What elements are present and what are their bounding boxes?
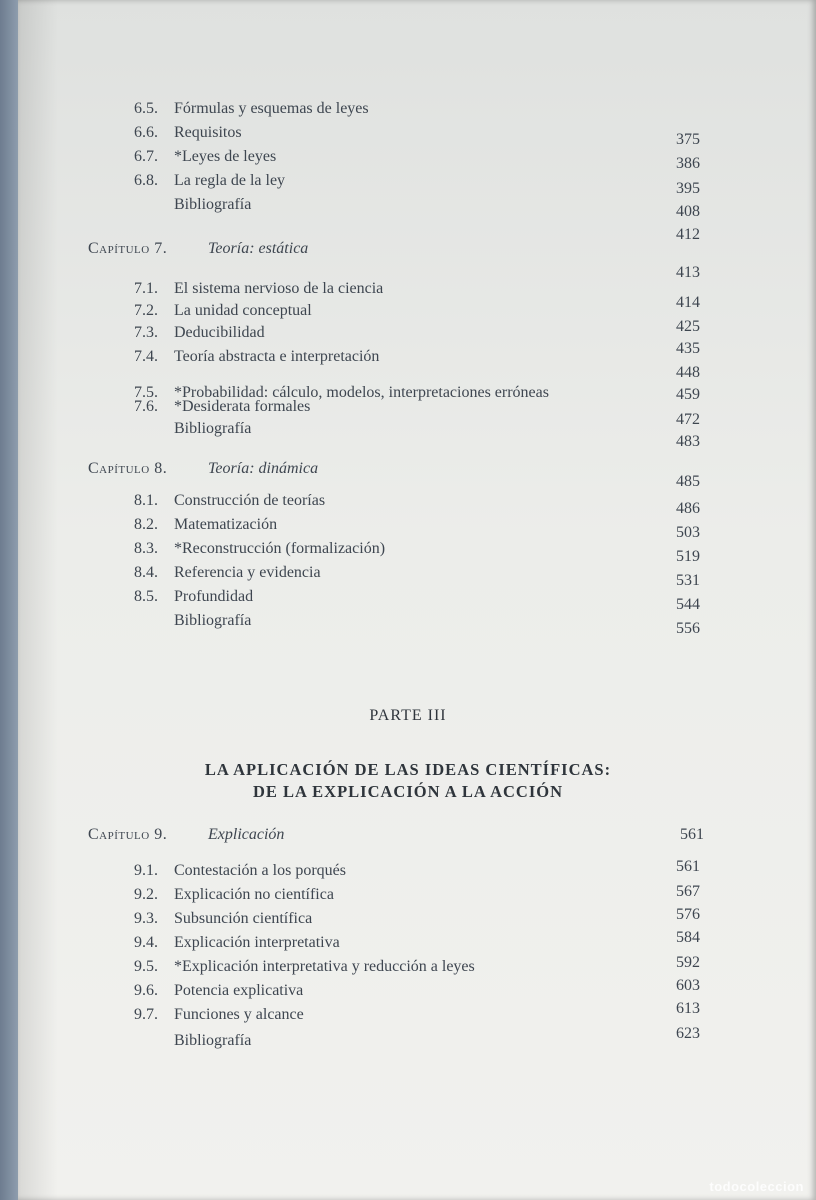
entry-title: *Explicación interpretativa y reducción a leyes: [174, 958, 475, 975]
entry-page: 603: [676, 977, 700, 994]
part-title-line-2: DE LA EXPLICACIÓN A LA ACCIÓN: [252, 782, 563, 801]
entry-number: 9.7.: [134, 1006, 158, 1023]
chapter-title: Teoría: dinámica: [208, 460, 319, 477]
entry-page: 584: [676, 929, 700, 946]
chapter-title: Teoría: estática: [208, 240, 309, 257]
entry-page: 414: [676, 294, 700, 311]
entry-page: 613: [676, 1000, 700, 1017]
entry-number: 7.3.: [134, 324, 158, 341]
entry-title: Bibliografía: [174, 1032, 252, 1049]
chapter-page: 413: [676, 264, 700, 281]
entry-number: 8.1.: [134, 492, 158, 509]
toc-page-number-row: [0, 929, 816, 951]
entry-title: Referencia y evidencia: [174, 564, 321, 581]
chapter-title: Explicación: [208, 826, 285, 843]
entry-number: 9.6.: [134, 982, 158, 999]
entry-page: 519: [676, 548, 700, 565]
entry-page: 556: [676, 620, 700, 637]
watermark: todocoleccion: [709, 1179, 804, 1194]
entry-page: 503: [676, 524, 700, 541]
toc-page-number-row: [0, 954, 816, 976]
entry-number: 6.7.: [134, 148, 158, 165]
entry-number: 9.2.: [134, 886, 158, 903]
entry-page: 459: [676, 386, 700, 403]
entry-title: Requisitos: [174, 124, 242, 141]
entry-title: Subsunción científica: [174, 910, 313, 927]
entry-number: 6.6.: [134, 124, 158, 141]
entry-number: 9.3.: [134, 910, 158, 927]
entry-page: 623: [676, 1025, 700, 1042]
toc-page-number-row: [0, 883, 816, 905]
chapter-heading: [0, 240, 816, 262]
entry-number: 7.2.: [134, 302, 158, 319]
entry-page: 448: [676, 364, 700, 381]
entry-title: La regla de la ley: [174, 172, 286, 189]
entry-number: 8.4.: [134, 564, 158, 581]
chapter-label: Capítulo 8.: [88, 460, 168, 477]
entry-page: 592: [676, 954, 700, 971]
entry-title: La unidad conceptual: [174, 302, 312, 319]
toc-page-number-row: [0, 906, 816, 928]
entry-title: Explicación interpretativa: [174, 934, 340, 951]
entry-title: Contestación a los porqués: [174, 862, 346, 879]
entry-page: 386: [676, 155, 700, 172]
entry-number: 6.5.: [134, 100, 158, 117]
chapter-page: 485: [676, 473, 700, 490]
entry-title: *Leyes de leyes: [174, 148, 277, 165]
entry-title: Matematización: [174, 516, 278, 533]
entry-number: 7.5.: [134, 384, 158, 401]
entry-number: 8.2.: [134, 516, 158, 533]
entry-number: 7.1.: [134, 280, 158, 297]
part-label: PARTE III: [369, 707, 447, 724]
entry-title: Teoría abstracta e interpretación: [174, 348, 380, 365]
part-title-line-1: LA APLICACIÓN DE LAS IDEAS CIENTÍFICAS:: [204, 760, 612, 779]
entry-page: 425: [676, 318, 700, 335]
entry-title: Construcción de teorías: [174, 492, 326, 509]
toc-entry: [0, 172, 816, 194]
entry-page: 486: [676, 500, 700, 517]
toc-page-number-row: [0, 858, 816, 880]
entry-page: 472: [676, 411, 700, 428]
entry-number: 7.4.: [134, 348, 158, 365]
entry-number: 8.5.: [134, 588, 158, 605]
chapter-page: 561: [680, 826, 704, 843]
toc-entry: [0, 196, 816, 218]
chapter-label: Capítulo 7.: [88, 240, 168, 257]
entry-page: 408: [676, 203, 700, 220]
toc-page-number-row: [0, 620, 816, 642]
toc-page-number-row: [0, 364, 816, 386]
toc-page-number-row: [0, 433, 816, 455]
entry-page: 412: [676, 226, 700, 243]
entry-page: 531: [676, 572, 700, 589]
entry-number: 8.3.: [134, 540, 158, 557]
entry-title: Bibliografía: [174, 420, 252, 437]
entry-number: 9.5.: [134, 958, 158, 975]
toc-page-number-row: [0, 977, 816, 999]
entry-title: *Probabilidad: cálculo, modelos, interpretaciones erróneas: [174, 384, 549, 401]
entry-page: 375: [676, 131, 700, 148]
entry-title: Fórmulas y esquemas de leyes: [174, 100, 369, 117]
entry-page: 567: [676, 883, 700, 900]
chapter-page-row: [0, 826, 816, 848]
entry-title: *Reconstrucción (formalización): [174, 540, 386, 557]
entry-title: Deducibilidad: [174, 324, 265, 341]
chapter-label: Capítulo 9.: [88, 826, 168, 843]
toc-entry: [0, 124, 816, 146]
entry-title: Profundidad: [174, 588, 254, 605]
entry-page: 395: [676, 180, 700, 197]
entry-page: 576: [676, 906, 700, 923]
entry-number: 9.1.: [134, 862, 158, 879]
toc-page-number-row: [0, 1025, 816, 1047]
entry-title: Bibliografía: [174, 612, 252, 629]
toc-page-number-row: [0, 1000, 816, 1022]
entry-number: 9.4.: [134, 934, 158, 951]
toc-entry: [0, 100, 816, 122]
entry-title: El sistema nervioso de la ciencia: [174, 280, 384, 297]
entry-page: 561: [676, 858, 700, 875]
toc-entry: [0, 148, 816, 170]
entry-number: 7.6.: [134, 398, 158, 415]
entry-title: Funciones y alcance: [174, 1006, 304, 1023]
entry-page: 435: [676, 340, 700, 357]
entry-page: 544: [676, 596, 700, 613]
entry-title: Potencia explicativa: [174, 982, 304, 999]
entry-title: Explicación no científica: [174, 886, 334, 903]
entry-title: *Desiderata formales: [174, 398, 311, 415]
entry-page: 483: [676, 433, 700, 450]
entry-title: Bibliografía: [174, 196, 252, 213]
entry-number: 6.8.: [134, 172, 158, 189]
